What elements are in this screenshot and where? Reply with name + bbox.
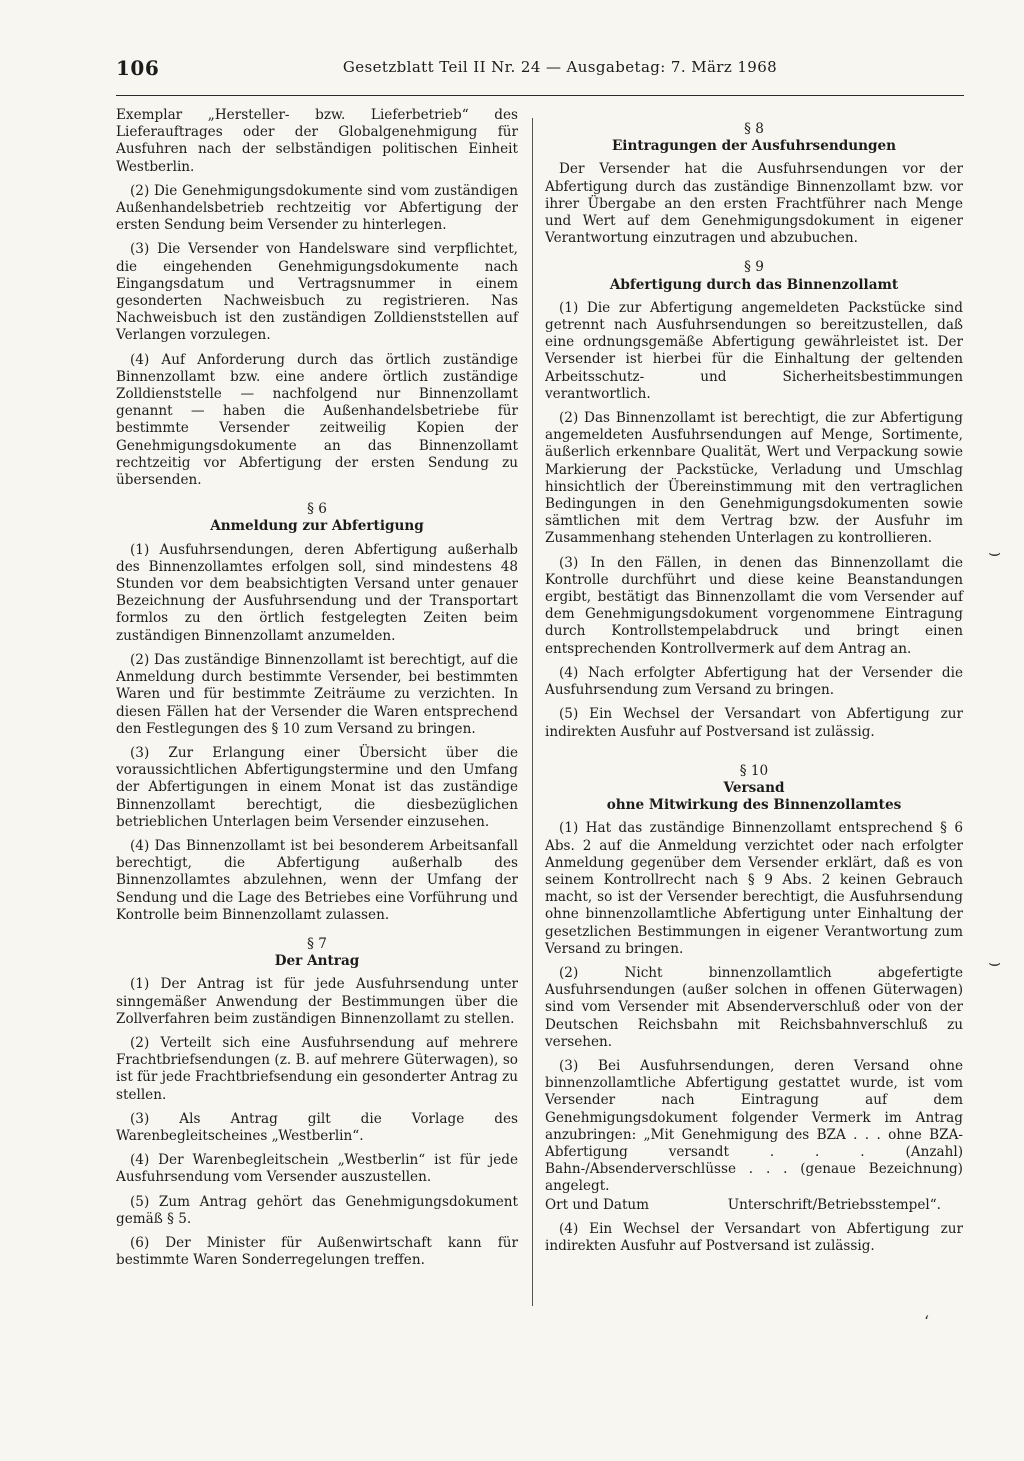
paragraph-7-6: (6) Der Minister für Außenwirtschaft kann für bestimmte Waren Sonderregelungen treffen. [116,1234,518,1269]
paragraph-5-3: (3) Die Versender von Handelsware sind verpflichtet, die eingehenden Genehmigungsdokumente nach Eingangsdatum und Vertragsnummer in einem gesonderten Nachweisbuch zu registrieren. Nas Nachweisbuch ist den zuständigen Zolldienststellen auf Verlangen vorzulegen. [116,241,518,344]
paragraph-9-4: (4) Nach erfolgter Abfertigung hat der Versender die Ausfuhrsendung zum Versand zu bringen. [545,664,963,699]
paragraph-9-2: (2) Das Binnenzollamt ist berechtigt, die zur Abfertigung angemeldeten Ausfuhrsendungen auf Menge, Sortimente, äußerlich erkennbare Qualität, Wert und Verpackung sowie Markierung der Packstücke, Verladung und Umschlag hinsichtlich der Übereinstimmung mit den vertraglichen Bedingungen in den Genehmigungsdokumenten sowie sämtlichen mit dem Vertrag bzw. der Ausfuhr im Zusammenhang stehenden Unterlagen zu kontrollieren. [545,410,963,547]
column-divider [532,118,533,1306]
section-9-number: § 9 [744,259,764,276]
intro-paragraph: Exemplar „Hersteller- bzw. Lieferbetrieb“ des Lieferauftrages oder der Globalgenehmigung für Ausfuhren nach der selbständigen politischen Einheit Westberlin. [116,107,518,175]
paragraph-7-4: (4) Der Warenbegleitschein „Westberlin“ ist für jede Ausfuhrsendung vom Versender auszustellen. [116,1152,518,1186]
right-column [545,107,963,1262]
running-head: Gesetzblatt Teil II Nr. 24 — Ausgabetag: 7. März 1968 [342,58,778,76]
section-10-number: § 10 [739,762,769,779]
section-6-number: § 6 [307,501,327,518]
paragraph-10-1: (1) Hat das zuständige Binnenzollamt entsprechend § 6 Abs. 2 auf die Anmeldung verzichtet oder nach erfolgter Anmeldung gegenüber dem Versender erklärt, daß es von seinem Kontrollrecht nach § 9 Abs. 2 keinen Gebrauch macht, so ist der Versender berechtigt, die Ausfuhrsendung ohne binnenzollamtliche Abfertigung unter Einhaltung der gesetzlichen Bestimmungen in eigener Verantwortung zum Versand zu bringen. [545,820,963,957]
section-10-title-line-1: Versand [723,779,785,796]
paragraph-9-3: (3) In den Fällen, in denen das Binnenzollamt die Kontrolle durchführt und diese keine Beanstandungen ergibt, bestätigt das Binnenzollamt die vom Versender auf dem Genehmigungsdokument vorgenommene Eintragung durch Kontrollstempelabdruck und bringt einen entsprechenden Kontrollvermerk auf dem Antrag an. [545,554,963,657]
header-rule [116,95,964,96]
section-8-title: Eintragungen der Ausfuhrsendungen [611,138,897,155]
paragraph-7-2: (2) Verteilt sich eine Ausfuhrsendung auf mehrere Frachtbriefsendungen (z. B. auf mehrere Güterwagen), so ist für jede Frachtbriefsendung ein gesonderter Antrag zu stellen. [116,1034,518,1103]
paragraph-6-3: (3) Zur Erlangung einer Übersicht über die voraussichtlichen Abfertigungstermine und den Umfang der Abfertigungen in einem Monat ist das zuständige Binnenzollamt berechtigt, die diesbezüglichen betrieblichen Unterlagen beim Versender einzusehen. [116,744,518,830]
paragraph-5-2: (2) Die Genehmigungsdokumente sind vom zuständigen Außenhandelsbetrieb rechtzeitig vor Abfertigung der ersten Sendung beim Versender zu hinterlegen. [116,182,518,234]
margin-tick-mark-icon: ʻ [924,1312,930,1331]
section-9-title: Abfertigung durch das Binnenzollamt [609,276,899,293]
paragraph-10-3: (3) Bei Ausfuhrsendungen, deren Versand ohne binnenzollamtliche Abfertigung gestattet wurde, ist vom Versender nach Eintragung auf dem Genehmigungsdokument folgender Vermerk im Antrag anzubringen: „Mit Genehmigung des BZA . . . ohne BZA-Abfertigung versandt . . . (Anzahl) Bahn-/Absenderverschlüsse . . . (genaue Bezeichnung) angelegt. [545,1057,963,1195]
paragraph-7-3: (3) Als Antrag gilt die Vorlage des Warenbegleitscheines „Westberlin“. [116,1110,518,1144]
signature-stamp: Unterschrift/Betriebsstempel“. [727,1196,941,1213]
section-10-title-line-2: ohne Mitwirkung des Binnenzollamtes [606,797,902,814]
signature-place-date: Ort und Datum [545,1196,650,1213]
paragraph-7-1: (1) Der Antrag ist für jede Ausfuhrsendung unter sinngemäßer Anwendung der Bestimmungen über die Zollverfahren beim zuständigen Binnenzollamt zu stellen. [116,976,518,1027]
margin-pencil-mark-icon: ⌣ [988,540,1002,564]
paragraph-6-2: (2) Das zuständige Binnenzollamt ist berechtigt, auf die Anmeldung durch bestimmte Versender, bei bestimmten Waren und für bestimmte Zeiträume zu verzichten. In diesen Fällen hat der Versender die Waren entsprechend den Festlegungen des § 10 zum Versand zu bringen. [116,651,518,737]
paragraph-8: Der Versender hat die Ausfuhrsendungen vor der Abfertigung durch das zuständige Binnenzollamt bzw. vor ihrer Übergabe an den ersten Frachtführer nach Menge und Wert auf dem Genehmigungsdokument in eigener Verantwortung einzutragen und abzubuchen. [545,161,963,247]
left-column [116,107,518,1276]
paragraph-5-4: (4) Auf Anforderung durch das örtlich zuständige Binnenzollamt bzw. eine andere örtlich zuständige Zolldienststelle — nachfolgend nur Binnenzollamt genannt — haben die Außenhandelsbetriebe für bestimmte Versender zeitweilig Kopien der Genehmigungsdokumente an das Binnenzollamt rechtzeitig vor Abfertigung der ersten Sendung zu übersenden. [116,351,518,489]
paragraph-7-5: (5) Zum Antrag gehört das Genehmigungsdokument gemäß § 5. [116,1193,518,1227]
paragraph-6-1: (1) Ausfuhrsendungen, deren Abfertigung außerhalb des Binnenzollamtes erfolgen soll, sind mindestens 48 Stunden vor dem beabsichtigten Versand unter genauer Bezeichnung der Ausfuhrsendung und der Transportart formlos zu den örtlich festgelegten Zeiten beim zuständigen Binnenzollamt anzumelden. [116,541,518,644]
section-7-title: Der Antrag [274,953,360,970]
section-7-number: § 7 [307,935,327,952]
paragraph-10-2: (2) Nicht binnenzollamtlich abgefertigte Ausfuhrsendungen (außer solchen in offenen Güterwagen) sind vom Versender mit Absenderverschluß oder von der Deutschen Reichsbahn mit Reichsbahnverschluß zu versehen. [545,964,963,1050]
section-8-number: § 8 [744,121,764,137]
paragraph-6-4: (4) Das Binnenzollamt ist bei besonderem Arbeitsanfall berechtigt, die Abfertigung außerhalb des Binnenzollamtes abzulehnen, wenn der Umfang der Sendung und die Lage des Betriebes eine Vorführung und Kontrolle beim Binnenzollamt zulassen. [116,837,518,923]
section-6-title: Anmeldung zur Abfertigung [210,518,424,535]
margin-pencil-mark-icon: ⌣ [988,950,1002,974]
page-number: 106 [116,56,160,80]
paragraph-9-1: (1) Die zur Abfertigung angemeldeten Packstücke sind getrennt nach Ausfuhrsendungen so bereitzustellen, daß eine ordnungsgemäße Abfertigung gewährleistet ist. Der Versender ist hierbei für die Einhaltung der geltenden Arbeitsschutz- und Sicherheitsbestimmungen verantwortlich. [545,299,963,402]
signature-line [545,1197,963,1214]
paragraph-10-4: (4) Ein Wechsel der Versandart von Abfertigung zur indirekten Ausfuhr auf Postversand ist zulässig. [545,1220,963,1254]
paragraph-9-5: (5) Ein Wechsel der Versandart von Abfertigung zur indirekten Ausfuhr auf Postversand ist zulässig. [545,706,963,740]
